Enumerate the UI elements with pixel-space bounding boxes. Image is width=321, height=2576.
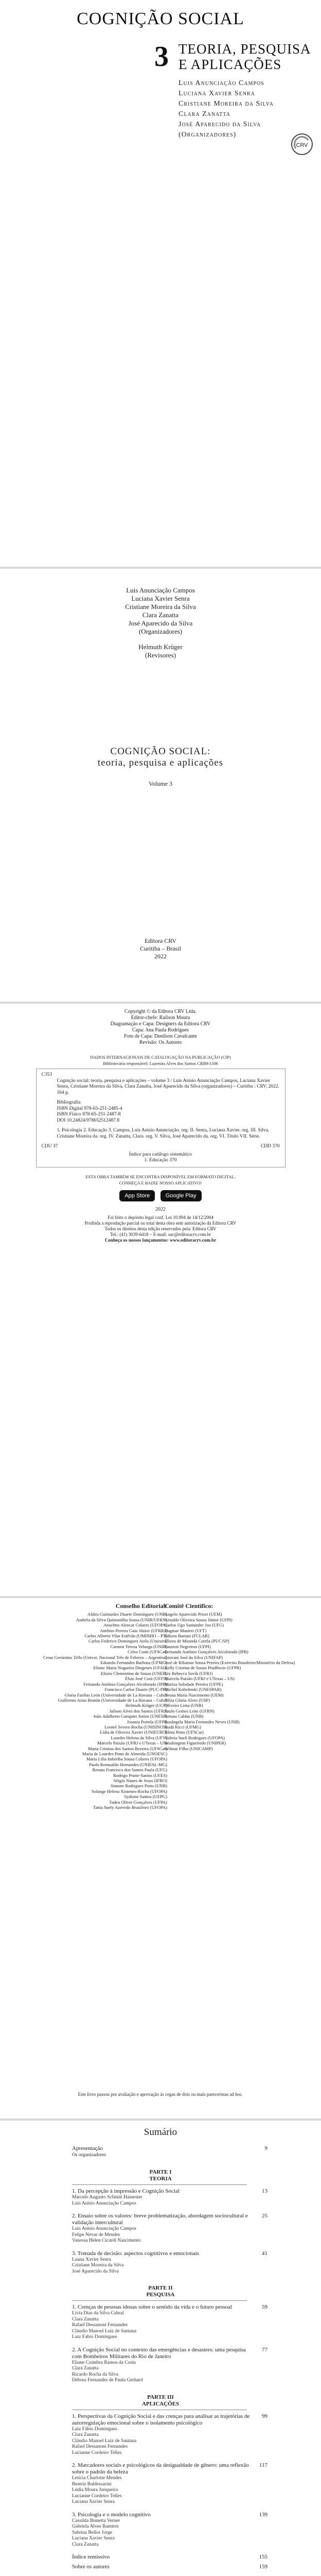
toc-entry-page: 25: [262, 2213, 268, 2219]
toc-chapter-author: Letícia Charlotte Mendes: [72, 2476, 122, 2481]
toc-entry-title: 2. Marcadores sociais e psicológicos da desigualdade de gênero: uma reflexão sobre o padrão da beleza: [72, 2462, 249, 2475]
board-member: Maria de Lourdes Pinto de Almeida (UNOESC): [82, 1751, 167, 1756]
board-member: Elizeu de Miranda Corrêa (PUC/SP): [165, 1638, 229, 1644]
toc-entry-title: Apresentação: [72, 2145, 103, 2151]
cover-volume-number: 3: [154, 41, 169, 73]
toc-entry-title: 3. Psicologia e o modelo cognitivo: [72, 2511, 151, 2518]
title-page-title: COGNIÇÃO SOCIAL: teoria, pesquisa e aplicações: [97, 746, 224, 768]
toc-entry[interactable]: [72, 2304, 268, 2311]
toc-entry-page: 155: [259, 2554, 268, 2560]
toc-entry[interactable]: [72, 2413, 268, 2427]
toc-chapter-author: Débora Fernandes de Paula Gerhard: [72, 2378, 143, 2383]
cip-header: DADOS INTERNACIONAIS DE CATALOGAÇÃO NA PUBLICAÇÃO (CIP) Bibliotecária responsável: Luzenira Alves dos Santos CRB9/1506: [90, 1055, 231, 1066]
board-member: Rodrigo Pratte-Santos (UFES): [113, 1772, 167, 1778]
toc-entry-page: 159: [259, 2564, 268, 2570]
title-page-publisher: Editora CRV Curitiba – Brasil 2022: [140, 937, 181, 960]
board-member: Carlos Federico Dominguez Avila (Unieuro): [88, 1638, 167, 1644]
board-member: Angelo Aparecido Priori (UEM): [165, 1612, 222, 1617]
toc-entry-page: 117: [259, 2462, 268, 2468]
toc-entry-title: 1. Perspectivas da Cognição Social e das crenças para analisar as trajetórias de autorregulação emocional sobre o isolamento psicológico: [72, 2413, 250, 2426]
toc-divider: [72, 2184, 247, 2185]
board-member: Elizeu Clementino de Souza (UNEB): [101, 1670, 167, 1676]
toc-chapter-author: Marcelo Augusto Schmitt Hamester: [72, 2195, 142, 2200]
toc-entry[interactable]: [72, 2564, 268, 2570]
board-member: Marcelo Paixão (UFRJ e UTexas – US): [165, 1676, 235, 1682]
toc-chapter-author: Luciana Xavier Senra: [72, 2536, 115, 2541]
board-member: Gloria Fariñas León (Universidade de La Havana – Cuba): [64, 1692, 167, 1698]
board-member: Guillermo Arias Beatón (Universidade de La Havana – Cuba): [58, 1697, 167, 1703]
board-member: Josania Portela (UFPI): [127, 1719, 167, 1724]
board-member: Leonel Severo Rocha (UNISINOS): [104, 1724, 167, 1730]
board-member: Carlos Alberto Vilar Estêvão (UMINHO – PT): [84, 1633, 167, 1639]
svg-text:CRV: CRV: [296, 142, 308, 148]
toc-entry-page: 99: [262, 2413, 268, 2419]
board-member: Tânia Pinto (UFSCar): [165, 1730, 204, 1735]
editorial-board-page: [0, 1598, 321, 2119]
toc-entry[interactable]: [72, 2213, 268, 2226]
ebook-note: ESTA OBRA TAMBÉM SE ENCONTRA DISPONÍVEL EM FORMATO DIGITAL. CONHEÇA E BAIXE NOSSO APLICATIVO!: [85, 1174, 236, 1185]
toc-part-name: TEORIA: [149, 2176, 172, 2182]
toc-chapter-author: Cassilda Bisnetta Verner: [72, 2518, 120, 2523]
board-member: Carmen Tereza Velanga (UNIR): [110, 1643, 167, 1649]
board-member: Edison Bariani (FCLAR): [165, 1633, 209, 1639]
toc-entry[interactable]: [72, 2512, 268, 2518]
toc-part-label: PARTE II: [148, 2285, 173, 2291]
peer-review-note: Este livro passou por avaliação e aprovação às cegas de dois ou mais pareceristas ad hoc.: [78, 2092, 243, 2097]
board-member: Rosângela Maria Fernandes Neves (UNB): [165, 1719, 240, 1724]
board-member: Lourdes Helena da Silva (UFV): [111, 1735, 167, 1740]
toc-entry-title: Índice remissivo: [72, 2554, 110, 2560]
scientific-committee-column: Comitê Científico: Angelo Aparecido Priori (UEM) Arnaldo Oliveira Souza Júnior (UFPI) Carlos Ugo Santander Joo (UFG) Dagmar Manieri (UFT) Edison Bariani (FCLAR) Elizeu de Miranda Corrêa (PUC/SP) Fauston Negreiros (UFPI) Fernando Antônio Gonçalves Alcoforado (IPB) Giovani José da Silva (UNIFAP) José de Ribamar Sousa Pereira (Exército Brasileiro/Ministério da Defesa) Kelly Cristina de Souza Prudêncio (UFPR) Liv Rebecca Sovik (UFRJ) Marcelo Paixão (UFRJ e UTexas – US) Mariza Soledade Pereira (UFPE) Michel Kobelinski (UNESPAR) Neusa Maria Nascimento (UEM) Nilza Gloria Alves (USP) Oliveira Lima (UNB) Paulo Gomes Leite (UFRN) Renata Caldas (UNB) Rosângela Maria Fernandes Neves (UNB) Rudá Ricci (UFMG) Tânia Pinto (UFSCar) Valeria Sueli Rodrigues (UFOPA) Washington Figueiredo (UNIPER) Wilmar Filho (UNICAMP): [165, 1603, 311, 1751]
toc-entry-page: 9: [264, 2145, 268, 2151]
toc-entry-page: 59: [262, 2304, 268, 2310]
board-member: Anselmo Alencar Colares (UFOPA): [103, 1622, 167, 1628]
board-member: Oliveira Lima (UNB): [165, 1703, 203, 1708]
toc-chapter-author: Cláudio Manoel Luiz de Santana: [72, 2328, 137, 2334]
board-member: Fernando Antônio Gonçalves Alcoforado (IPB): [165, 1649, 248, 1655]
board-member: Fernando Antônio Gonçalves Alcoforado (IPB): [83, 1681, 167, 1687]
toc-part: [0, 2285, 321, 2384]
toc-part-label: PARTE I: [149, 2169, 172, 2175]
board-member: Dagmar Manieri (UFT): [165, 1628, 207, 1633]
board-member: Celso Conti (UFSCar): [128, 1649, 167, 1655]
board-member: Renato Francisco dos Santos Paula (UFG): [92, 1767, 167, 1773]
board-member: Jailson Alves dos Santos (UFRJ): [109, 1708, 167, 1714]
cover-title: COGNIÇÃO SOCIAL: [77, 9, 244, 28]
toc-entry-title: 2. Ensaio sobre os valores: breve problematização, abordagem sociocultural e validação intercultural: [72, 2213, 248, 2226]
board-member: Maria Cristina dos Santos Bezerra (UFSCar): [88, 1745, 167, 1751]
toc-chapter-author: Clara Zanatta: [72, 2432, 99, 2437]
board-member: Sérgio Nunes de Jesus (IFRO): [113, 1778, 167, 1783]
toc-entry-title: 2. A Cognição Social no contexto das emergências e desastres: uma pesquisa com Bombeiros Militares do Rio de Janeiro: [72, 2346, 246, 2360]
toc-entry-title: 3. Tomada de decisão: aspectos cognitivos e emocionais: [72, 2250, 200, 2257]
toc-chapter-author: Luana Xavier Senra: [72, 2257, 111, 2262]
toc-entry-page: 139: [259, 2511, 268, 2518]
board-member: Kelly Cristina de Souza Prudêncio (UFPR): [165, 1665, 241, 1671]
cip-box: C353 Cognição social: teoria, pesquisa e aplicações – volume 3 / Luis Anísio Anunciação Campos, Luciana Xavier Senra, Cristiane Moreira da Silva, Clara Zanatta, José Aparecido da Silva (organizadores) – Curitiba : CRV, 2022. 164 p. Bibliografia ISBN Digital 978-65-251-2485-4 ISBN Físico 978-65-251-2487-8 DOI 10.24824/978652512487.8 1. Psicologia 2. Educação 3. Campos, Luis Anísio Anunciação. org. II. Senra, Luciana Xavier. org. III. Silva, Cristiane Moreira da. org. IV. Zanatta, Clara. org. V. Silva, José Aparecido da. org. VI. Título VII. Série. CDU 37 CDD 370 Índice para catálogo sistemático 1. Educação 370: [36, 1069, 286, 1167]
toc-entry-title: Sobre os autores: [72, 2564, 110, 2570]
board-member: Andréia da Silva Quintanilha Sousa (UNIR/UFRN): [76, 1617, 167, 1622]
toc-entry-title: 1. Crenças de pessoas idosas sobre o sentido da vida e o futuro pessoal: [72, 2304, 232, 2310]
board-member: Rudá Ricci (UFMG): [165, 1724, 202, 1730]
board-member: Arnaldo Oliveira Souza Júnior (UFPI): [165, 1617, 233, 1622]
toc-part-name: PESQUISA: [146, 2292, 175, 2298]
board-member: Aldira Guimarães Duarte Domínguez (UNB): [87, 1612, 167, 1617]
toc-chapter-author: Luis Anísio Anunciação Campos: [72, 2226, 136, 2231]
toc-list: [0, 2145, 321, 2570]
board-member: Eduardo Fernandes Barbosa (UFMG): [100, 1660, 167, 1666]
toc-entry-page: [252, 2152, 268, 2159]
toc-chapter-author: Luis Anísio Anunciação Campos: [72, 2200, 136, 2206]
publisher-logo-icon: [291, 133, 313, 156]
board-member: Valeria Sueli Rodrigues (UFOPA): [165, 1735, 225, 1740]
google-play-button[interactable]: Google Play: [160, 1190, 202, 1201]
toc-chapter-author: Lúdia Moura Junqueira: [72, 2487, 118, 2493]
toc-chapter-author: Cláudio Manoel Luiz de Santana: [72, 2438, 137, 2444]
legal-notice: Foi feito o depósito legal conf. Lei 10.994 de 14/12/2004 Proibida a reprodução parcial ou total desta obra sem autorização da Editora CRV Todos os direitos desta edição reservados pela: Editora CRV Tel.: (41) 3039-6418 – E-mail: sac@editoracrv.com.br Conheça os nossos lançamentos: www.editoracrv.com.br: [84, 1214, 237, 1243]
toc-part-name: APLICAÇÕES: [141, 2400, 180, 2407]
board-member: Maria Lília Imbiriba Sousa Colares (UFOPA): [86, 1756, 167, 1762]
copyright-credits: Copyright © da Editora CRV Ltda. Editor-chefe: Railson Moura Diagramação e Capa: Designers da Editora CRV Capa: Ana Paula Rodrigues Foto de Capa: Denilson Cavalcante Revisão: Os Autores: [110, 1009, 211, 1045]
board-member: Tania Suely Azevedo Brasileiro (UFOPA): [93, 1805, 167, 1810]
board-member: Liv Rebecca Sovik (UFRJ): [165, 1670, 213, 1676]
toc-chapter-author: Clara Zanatta: [72, 2541, 99, 2547]
board-member: Washington Figueiredo (UNIPER): [165, 1740, 226, 1746]
board-member: Sydione Santos (UEPG): [124, 1794, 167, 1800]
board-member: Renata Caldas (UNB): [165, 1714, 204, 1719]
board-member: Fauston Negreiros (UFPI): [165, 1643, 211, 1649]
toc-chapter-author: Sabrina Bellor Jorge: [72, 2530, 112, 2535]
toc-entry[interactable]: [72, 2250, 268, 2257]
toc-entry-title: 1. Da percepção à impressão e Cognição Social: [72, 2188, 180, 2194]
toc-chapter-author: Luiz Fabio Domingues: [72, 2334, 117, 2340]
cover-subtitle: TEORIA, PESQUISA E APLICAÇÕES: [179, 41, 311, 72]
toc-part: [0, 2169, 321, 2275]
toc-entry[interactable]: [72, 2554, 268, 2561]
board-member: Francisco Carlos Duarte (PUC-PR): [104, 1687, 167, 1692]
toc-chapter-author: Felipe Nevar de Mendes: [72, 2232, 120, 2238]
toc-title: Sumário: [144, 2127, 177, 2138]
toc-part: [0, 2394, 321, 2548]
toc-chapter-author: Gabriela Alves Ramires: [72, 2524, 119, 2529]
toc-chapter-author: Vanessa Helen Cicardi Nascimento: [72, 2238, 141, 2243]
title-page-authors: Luis Anunciação Campos Luciana Xavier Senra Cristiane Moreira da Silva Clara Zanatta José Aparecido da Silva (Organizadores) Helmuth Krüger (Revisores): [125, 586, 196, 659]
board-member: Neusa Maria Nascimento (UEM): [165, 1692, 224, 1698]
toc-entry[interactable]: [72, 2152, 268, 2159]
cover-authors: Luis Anunciação Campos Luciana Xavier Senra Cristiane Moreira da Silva Clara Zanatta José Aparecido da Silva (Organizadores): [179, 79, 274, 139]
toc-chapter-author: Cristiane Moreira da Silva: [72, 2263, 124, 2268]
toc-chapter-author: Luiz Fábio Domingues: [72, 2426, 117, 2432]
toc-entry[interactable]: [72, 2188, 268, 2195]
board-member: Michel Kobelinski (UNESPAR): [165, 1687, 222, 1692]
board-member: Paulo Gomes Leite (UFRN): [165, 1708, 215, 1714]
board-member: Cesar Gerónimo Tello (Univer. Nacional Três de Febrero – Argentina): [43, 1654, 167, 1660]
board-member: Marcelo Paixão (UFRJ e UTexas – US): [97, 1740, 167, 1746]
board-member: Mariza Soledade Pereira (UFPE): [165, 1681, 223, 1687]
board-member: Giovani José da Silva (UNIFAP): [165, 1654, 223, 1660]
board-member: Paulo Romualdo Hernandes (UNIFAL-MG): [89, 1761, 167, 1767]
toc-chapter-author: Luciana Xavier Senra: [72, 2499, 115, 2504]
title-page-volume: Volume 3: [148, 780, 173, 787]
board-member: Tadeu Oliver Gonçalves (UFPA): [109, 1799, 167, 1805]
toc-entry-page: 77: [262, 2346, 268, 2353]
toc-chapter-author: Clara Zanatta: [72, 2366, 99, 2371]
board-member: Lídia de Oliveira Xavier (UNIEURO): [100, 1730, 167, 1735]
toc-chapter-author: José Aparecido da Silva: [72, 2268, 119, 2274]
toc-entry-page: 13: [262, 2188, 268, 2194]
toc-chapter-author: Beatriz Baldessarini: [72, 2481, 112, 2487]
toc-entry[interactable]: [72, 2462, 268, 2476]
board-member: Wilmar Filho (UNICAMP): [165, 1745, 213, 1751]
board-member: Elione Maria Nogueira Diogenes (UFAL): [93, 1665, 167, 1671]
board-member: Helmuth Krüger (UCP): [125, 1703, 167, 1708]
board-member: Simone Rodrigues Pinto (UNB): [110, 1783, 167, 1789]
toc-entry[interactable]: [72, 2145, 268, 2152]
toc-chapter-author: Eliane Coimbra Ramos da Costa: [72, 2360, 136, 2365]
table-of-contents-page: [0, 2121, 321, 2576]
board-member: José de Ribamar Sousa Pereira (Exército Brasileiro/Ministério da Defesa): [165, 1660, 295, 1666]
copyright-year: 2022: [155, 1206, 166, 1212]
copyright-page: [0, 1004, 321, 1596]
board-member: Solange Helena Ximenes-Rocha (UFOPA): [92, 1788, 167, 1794]
title-page: [0, 569, 321, 1002]
editorial-board-column: Conselho Editorial: Aldira Guimarães Duarte Domínguez (UNB) Andréia da Silva Quintanilha Sousa (UNIR/UFRN) Anselmo Alencar Colares (UFOPA) Antônio Pereira Gaio Júnior (UFRRJ) Carlos Alberto Vilar Estêvão (UMINHO – PT) Carlos Federico Dominguez Avila (Unieuro) Carmen Tereza Velanga (UNIR) Celso Conti (UFSCar) Cesar Gerónimo Tello (Univer. Nacional Três de Febrero – Argentina) Eduardo Fernandes Barbosa (UFMG) Elione Maria Nogueira Diogenes (UFAL) Elizeu Clementino de Souza (UNEB) Élsio José Corá (UFFS) Fernando Antônio Gonçalves Alcoforado (IPB) Francisco Carlos Duarte (PUC-PR) Gloria Fariñas León (Universidade de La Havana – Cuba) Guillermo Arias Beatón (Universidade de La Havana – Cuba) Helmuth Krüger (UCP) Jailson Alves dos Santos (UFRJ) João Adalberto Campato Junior (UNESP) Josania Portela (UFPI) Leonel Severo Rocha (UNISINOS) Lídia de Oliveira Xavier (UNIEURO) Lourdes Helena da Silva (UFV) Marcelo Paixão (UFRJ e UTexas – US) Maria Cristina dos Santos Bezerra (UFSCar) Maria de Lourdes Pinto de Almeida (UNOESC) Maria Lília Imbiriba Sousa Colares (UFOPA) Paulo Romualdo Hernandes (UNIFAL-MG) Renato Francisco dos Santos Paula (UFG) Rodrigo Pratte-Santos (UFES) Sérgio Nunes de Jesus (IFRO) Simone Rodrigues Pinto (UNB) Solange Helena Ximenes-Rocha (UFOPA) Sydione Santos (UEPG) Tadeu Oliver Gonçalves (UFPA) Tania Suely Azevedo Brasileiro (UFOPA): [21, 1603, 167, 1810]
toc-chapter-author: Ricardo Rocha da Silva: [72, 2371, 118, 2377]
board-member: Carlos Ugo Santander Joo (UFG): [165, 1622, 224, 1628]
book-cover: [0, 0, 321, 567]
app-store-button[interactable]: App Store: [119, 1190, 155, 1201]
toc-chapter-author: Lucianne Cordeiro Telles: [72, 2493, 122, 2499]
app-store-badges: [0, 1190, 321, 1201]
toc-chapter-author: Lívia Dias da Silva Cabral: [72, 2311, 124, 2316]
toc-entry-title: Os organizadores: [72, 2153, 106, 2158]
toc-part-label: PARTE III: [147, 2394, 174, 2400]
toc-entry[interactable]: [72, 2347, 268, 2360]
toc-chapter-author: Lucianne Cordeiro Telles: [72, 2450, 122, 2455]
board-member: João Adalberto Campato Junior (UNESP): [93, 1714, 167, 1719]
board-member: Élsio José Corá (UFFS): [125, 1676, 167, 1682]
board-member: Nilza Gloria Alves (USP): [165, 1697, 210, 1703]
toc-entry-page: 41: [262, 2250, 268, 2257]
toc-chapter-author: Clara Zanatta: [72, 2316, 99, 2322]
toc-chapter-author: Rafael Dessanoni Fernandes: [72, 2444, 128, 2449]
toc-divider: [72, 2300, 247, 2301]
board-member: Antônio Pereira Gaio Júnior (UFRRJ): [100, 1628, 167, 1633]
toc-chapter-author: Rafael Dessanoni Fernandes: [72, 2323, 128, 2328]
